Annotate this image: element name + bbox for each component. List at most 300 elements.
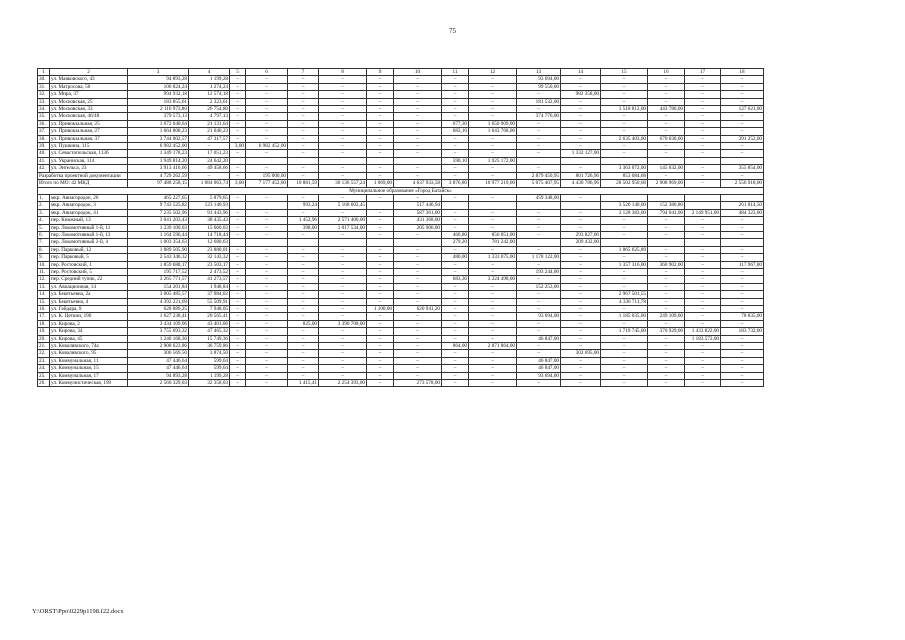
table-cell: 152 253,00 [517, 283, 561, 290]
table-cell: – [230, 298, 246, 305]
table-cell: – [685, 217, 721, 224]
table-cell: – [601, 365, 648, 372]
table-cell: 7 177 452,00 [246, 180, 288, 187]
table-cell: – [246, 106, 288, 113]
table-cell: 1 518 812,00 [601, 106, 648, 113]
table-cell: 677,30 [442, 120, 469, 127]
table-cell: – [561, 268, 601, 275]
table-cell [685, 194, 721, 201]
table-cell: – [189, 143, 230, 150]
table-cell: – [648, 217, 685, 224]
table-cell: 1 349 178,23 [128, 150, 189, 157]
table-cell: – [394, 291, 442, 298]
table-cell: – [319, 254, 367, 261]
table-cell [517, 239, 561, 246]
table-cell: – [230, 380, 246, 387]
table-cell: – [517, 246, 561, 253]
table-cell: 4 729 262,59 [128, 172, 189, 179]
table-cell: – [648, 172, 685, 179]
table-cell: – [288, 268, 319, 275]
table-cell: – [246, 298, 288, 305]
table-cell: 43 401,06 [189, 320, 230, 327]
table-cell: – [442, 306, 469, 313]
table-cell: – [288, 135, 319, 142]
table-cell [517, 202, 561, 209]
table-cell: – [685, 298, 721, 305]
table-cell: 7 235 502,96 [128, 209, 189, 216]
table-cell: – [367, 268, 394, 275]
table-cell: – [685, 268, 721, 275]
table-cell: – [319, 283, 367, 290]
table-cell: 3 874,50 [189, 350, 230, 357]
row-number-cell: 23. [38, 357, 50, 364]
table-cell: 1 246 168,36 [128, 335, 189, 342]
table-cell: – [230, 320, 246, 327]
row-number-cell: 5. [38, 224, 50, 231]
table-cell: – [442, 335, 469, 342]
table-cell: – [648, 306, 685, 313]
table-cell: – [394, 335, 442, 342]
table-cell: – [685, 276, 721, 283]
table-cell: 154 201,84 [128, 283, 189, 290]
table-cell: – [288, 143, 319, 150]
table-cell: 1 017 534,00 [319, 224, 367, 231]
table-cell: 2 556 918,00 [721, 180, 764, 187]
row-number-cell: 7. [38, 239, 50, 246]
table-cell: 3 224 498,00 [469, 276, 517, 283]
table-row [38, 320, 764, 327]
table-cell: 2 571 400,00 [319, 217, 367, 224]
address-cell: ул. Привокзальная, 25 [50, 120, 128, 127]
table-cell: 4 392 221,69 [128, 298, 189, 305]
table-cell: 355 854,00 [721, 165, 764, 172]
address-cell: ул. Мира, 37 [50, 91, 128, 98]
table-cell: 825,00 [288, 320, 319, 327]
table-cell: 1 948,84 [189, 283, 230, 290]
table-cell: – [246, 76, 288, 83]
table-cell: – [319, 261, 367, 268]
table-cell: – [561, 306, 601, 313]
table-cell [685, 239, 721, 246]
table-cell: 391 252,00 [721, 135, 764, 142]
table-cell: – [246, 194, 288, 201]
table-cell: – [601, 76, 648, 83]
table-cell: – [394, 365, 442, 372]
table-cell: – [601, 276, 648, 283]
table-cell: 2 879 450,95 [517, 172, 561, 179]
table-cell: – [517, 276, 561, 283]
table-cell: – [394, 372, 442, 379]
table-row [38, 231, 764, 238]
table-cell: – [685, 365, 721, 372]
table-cell: – [721, 350, 764, 357]
table-cell: – [288, 357, 319, 364]
table-cell: – [469, 335, 517, 342]
table-row [38, 91, 764, 98]
table-cell: – [288, 246, 319, 253]
table-cell: – [288, 194, 319, 201]
table-cell: – [685, 261, 721, 268]
table-cell: – [230, 217, 246, 224]
table-cell: 1 627 238,41 [128, 313, 189, 320]
table-row [38, 157, 764, 164]
address-cell: ул. Украинская, 114 [50, 157, 128, 164]
table-cell: – [230, 98, 246, 105]
table-row [38, 328, 764, 335]
table-cell: – [246, 320, 288, 327]
table-cell: – [561, 128, 601, 135]
address-cell: мкр. Авиагородок, 26 [50, 194, 128, 201]
table-cell: 30 136 557,24 [319, 180, 367, 187]
table-cell: – [288, 98, 319, 105]
table-cell: 4 336 711,78 [601, 298, 648, 305]
table-cell: – [517, 320, 561, 327]
table-cell: – [442, 98, 469, 105]
address-cell: ул. К. Цеткин, 190 [50, 313, 128, 320]
table-cell: 205 906,00 [394, 224, 442, 231]
table-cell: – [469, 98, 517, 105]
table-cell: – [230, 106, 246, 113]
table-cell: – [648, 365, 685, 372]
table-cell: – [601, 268, 648, 275]
table-cell: – [469, 224, 517, 231]
address-cell: ул. Коммунальная, 17 [50, 372, 128, 379]
table-cell: – [246, 83, 288, 90]
table-cell: – [721, 120, 764, 127]
table-cell: – [442, 298, 469, 305]
table-cell [648, 157, 685, 164]
table-cell: 3 434 109,06 [128, 320, 189, 327]
table-cell: – [721, 143, 764, 150]
table-cell: – [319, 143, 367, 150]
table-cell: – [601, 231, 648, 238]
table-cell: – [230, 231, 246, 238]
table-row [38, 239, 764, 246]
table-cell: – [288, 76, 319, 83]
table-cell: – [367, 106, 394, 113]
table-cell: 3 744 002,57 [128, 135, 189, 142]
table-cell: – [394, 113, 442, 120]
table-cell: – [230, 335, 246, 342]
table-cell: – [442, 165, 469, 172]
table-cell: – [721, 217, 764, 224]
table-cell: – [319, 209, 367, 216]
column-number-cell: 4 [189, 69, 230, 76]
table-cell: 1 415,41 [288, 380, 319, 387]
table-body [38, 69, 764, 387]
table-cell: – [319, 313, 367, 320]
table-cell [288, 157, 319, 164]
table-cell: 1 433 822,00 [685, 328, 721, 335]
table-cell: – [442, 106, 469, 113]
table-cell: 3 755 693,32 [128, 328, 189, 335]
table-cell: 3 005 485,57 [128, 291, 189, 298]
table-cell: – [601, 320, 648, 327]
table-cell: – [648, 343, 685, 350]
table-cell: – [442, 261, 469, 268]
table-cell: 12 680,63 [189, 239, 230, 246]
table-cell: – [685, 135, 721, 142]
row-number-cell: 14. [38, 291, 50, 298]
table-cell: 10 881,59 [288, 180, 319, 187]
table-cell: 93 694,00 [517, 76, 561, 83]
table-cell: – [685, 343, 721, 350]
address-cell: ул. Коммунальная, 15 [50, 365, 128, 372]
table-cell: – [319, 120, 367, 127]
table-cell: – [189, 172, 230, 179]
address-cell: ул. Привокзальная, 27 [50, 128, 128, 135]
table-cell: – [517, 231, 561, 238]
table-cell: 26 754,80 [189, 106, 230, 113]
table-cell: 379 573,13 [128, 113, 189, 120]
address-cell: ул. Севастопольская, 113б [50, 150, 128, 157]
page-number: 75 [449, 27, 456, 35]
table-row [38, 283, 764, 290]
table-cell: – [561, 365, 601, 372]
table-cell: 3 041 203,43 [128, 217, 189, 224]
address-cell: мкр. Авиагородок, 41 [50, 209, 128, 216]
table-cell: – [601, 128, 648, 135]
table-cell [319, 239, 367, 246]
table-cell: – [319, 328, 367, 335]
table-cell: – [561, 276, 601, 283]
table-cell: 856 051,00 [469, 231, 517, 238]
table-cell: – [442, 91, 469, 98]
table-cell: – [442, 313, 469, 320]
table-row [38, 350, 764, 357]
column-number-cell: 10 [394, 69, 442, 76]
table-cell: – [442, 83, 469, 90]
row-number-cell: 36. [38, 120, 50, 127]
table-cell: – [367, 135, 394, 142]
row-number-cell: 21. [38, 343, 50, 350]
column-number-cell: 8 [319, 69, 367, 76]
table-cell: 127 621,00 [721, 106, 764, 113]
table-cell: – [469, 76, 517, 83]
table-cell: 3,00 [230, 180, 246, 187]
table-cell: – [517, 306, 561, 313]
table-cell: – [319, 231, 367, 238]
table-cell: – [561, 135, 601, 142]
table-cell: – [442, 291, 469, 298]
row-number-cell: 8. [38, 246, 50, 253]
address-cell: ул. Авиационная, 14 [50, 283, 128, 290]
table-cell: – [517, 328, 561, 335]
table-cell: – [442, 217, 469, 224]
table-cell: 78 835,00 [721, 313, 764, 320]
table-cell: 4 637 933,58 [394, 180, 442, 187]
table-cell: – [601, 143, 648, 150]
table-cell: 1 164 596,44 [128, 231, 189, 238]
table-cell: – [442, 372, 469, 379]
table-cell: – [288, 350, 319, 357]
table-row [38, 261, 764, 268]
table-cell: – [394, 357, 442, 364]
table-cell: 1 925 172,00 [469, 157, 517, 164]
table-cell: – [230, 365, 246, 372]
table-cell: – [288, 254, 319, 261]
table-cell: – [394, 91, 442, 98]
table-cell: 683,30 [442, 276, 469, 283]
table-cell: – [319, 268, 367, 275]
table-cell: – [288, 113, 319, 120]
table-cell: – [442, 76, 469, 83]
row-number-cell: 22. [38, 350, 50, 357]
table-cell: 994 932,18 [128, 91, 189, 98]
table-cell: 12 574,18 [189, 91, 230, 98]
table-cell: – [561, 372, 601, 379]
table-cell: 7 948,05 [189, 306, 230, 313]
table-cell: – [648, 372, 685, 379]
table-cell: 590,10 [442, 157, 469, 164]
table-cell: – [561, 83, 601, 90]
table-cell: 36 759,86 [189, 343, 230, 350]
section-title: Муниципальное образование «Город Батайск» [38, 187, 764, 194]
table-cell: – [648, 380, 685, 387]
table-cell: 683,10 [442, 128, 469, 135]
table-cell: – [367, 217, 394, 224]
table-cell: – [246, 113, 288, 120]
table-cell: – [517, 380, 561, 387]
table-cell: – [517, 217, 561, 224]
table-cell: 1 664 808,23 [128, 128, 189, 135]
table-cell: 1 199,28 [189, 76, 230, 83]
table-cell: 6 982 452,00 [246, 143, 288, 150]
table-cell: – [230, 128, 246, 135]
table-cell: – [367, 254, 394, 261]
table-cell: – [601, 380, 648, 387]
row-number-cell: 3. [38, 209, 50, 216]
table-cell: – [367, 194, 394, 201]
table-cell: – [685, 98, 721, 105]
table-cell: – [685, 180, 721, 187]
table-cell: – [288, 165, 319, 172]
table-row [38, 165, 764, 172]
table-cell: – [648, 320, 685, 327]
table-cell: – [469, 298, 517, 305]
table-cell: 480,00 [442, 254, 469, 261]
table-cell: – [648, 120, 685, 127]
table-cell: 2 254 393,00 [319, 380, 367, 387]
table-cell: 465 227,65 [128, 194, 189, 201]
table-cell: 2 908 969,00 [648, 180, 685, 187]
table-cell: 46 847,00 [517, 357, 561, 364]
row-number-cell: 30. [38, 76, 50, 83]
table-cell: – [394, 320, 442, 327]
table-cell: 2 473,52 [189, 268, 230, 275]
table-cell: – [442, 209, 469, 216]
table-cell: – [319, 165, 367, 172]
table-cell: 15 749,36 [189, 335, 230, 342]
row-number-cell: 31. [38, 83, 50, 90]
table-cell: – [648, 91, 685, 98]
table-cell: – [469, 143, 517, 150]
table-cell: – [469, 165, 517, 172]
table-cell: – [319, 83, 367, 90]
table-cell: – [685, 283, 721, 290]
table-cell: – [601, 357, 648, 364]
table-cell: – [601, 113, 648, 120]
table-cell: – [685, 172, 721, 179]
column-number-cell: 7 [288, 69, 319, 76]
table-cell: – [469, 194, 517, 201]
table-cell: – [319, 365, 367, 372]
row-number-cell: 24. [38, 365, 50, 372]
table-cell: – [685, 291, 721, 298]
table-row [38, 335, 764, 342]
column-number-row [38, 69, 764, 76]
column-number-cell: 12 [469, 69, 517, 76]
table-cell: – [288, 328, 319, 335]
table-cell: 49 458,66 [189, 165, 230, 172]
table-cell: – [246, 165, 288, 172]
table-row [38, 291, 764, 298]
housing-repair-table [37, 68, 764, 387]
table-cell: – [601, 350, 648, 357]
table-cell: – [685, 246, 721, 253]
table-cell [246, 239, 288, 246]
table-cell: – [561, 165, 601, 172]
table-cell: – [685, 106, 721, 113]
table-cell: – [288, 128, 319, 135]
table-cell: – [561, 106, 601, 113]
column-number-cell: 16 [648, 69, 685, 76]
row-number-cell: 12. [38, 276, 50, 283]
row-number-cell: 17. [38, 313, 50, 320]
table-cell: 3 390 708,00 [319, 320, 367, 327]
column-number-cell: 1 [38, 69, 50, 76]
table-cell: – [246, 350, 288, 357]
table-cell: 1 178 122,00 [517, 254, 561, 261]
table-cell: – [685, 150, 721, 157]
table-cell: – [367, 343, 394, 350]
address-cell: ул. Коммунистическая, 199 [50, 380, 128, 387]
table-cell: – [246, 261, 288, 268]
table-cell: – [230, 83, 246, 90]
footer-file-path: Y:\ORST\Ppo\0229p1198.f22.docx [32, 608, 124, 615]
table-cell: 443 786,00 [648, 106, 685, 113]
table-cell: – [561, 143, 601, 150]
table-cell: – [246, 357, 288, 364]
table-cell: – [648, 113, 685, 120]
table-cell: – [394, 120, 442, 127]
row-number-cell: 42. [38, 165, 50, 172]
table-cell [230, 239, 246, 246]
table-cell: – [721, 172, 764, 179]
table-cell: 97 488 258,15 [128, 180, 189, 187]
table-cell: 20 565,41 [189, 313, 230, 320]
table-cell: – [367, 224, 394, 231]
table-cell: 5 075 407,95 [517, 180, 561, 187]
table-cell: – [246, 283, 288, 290]
table-cell: – [230, 172, 246, 179]
table-cell: 37 984,02 [189, 291, 230, 298]
table-cell: – [561, 380, 601, 387]
table-cell [319, 157, 367, 164]
table-cell [230, 157, 246, 164]
table-cell: – [288, 313, 319, 320]
row-number-cell: 18. [38, 320, 50, 327]
table-cell: – [561, 298, 601, 305]
table-cell: – [648, 76, 685, 83]
table-cell: 1 003 354,63 [128, 239, 189, 246]
table-cell: – [319, 350, 367, 357]
table-cell: – [246, 120, 288, 127]
table-cell: 2 323,61 [189, 98, 230, 105]
table-cell: – [394, 246, 442, 253]
table-cell: – [230, 150, 246, 157]
table-cell: 599,64 [189, 357, 230, 364]
